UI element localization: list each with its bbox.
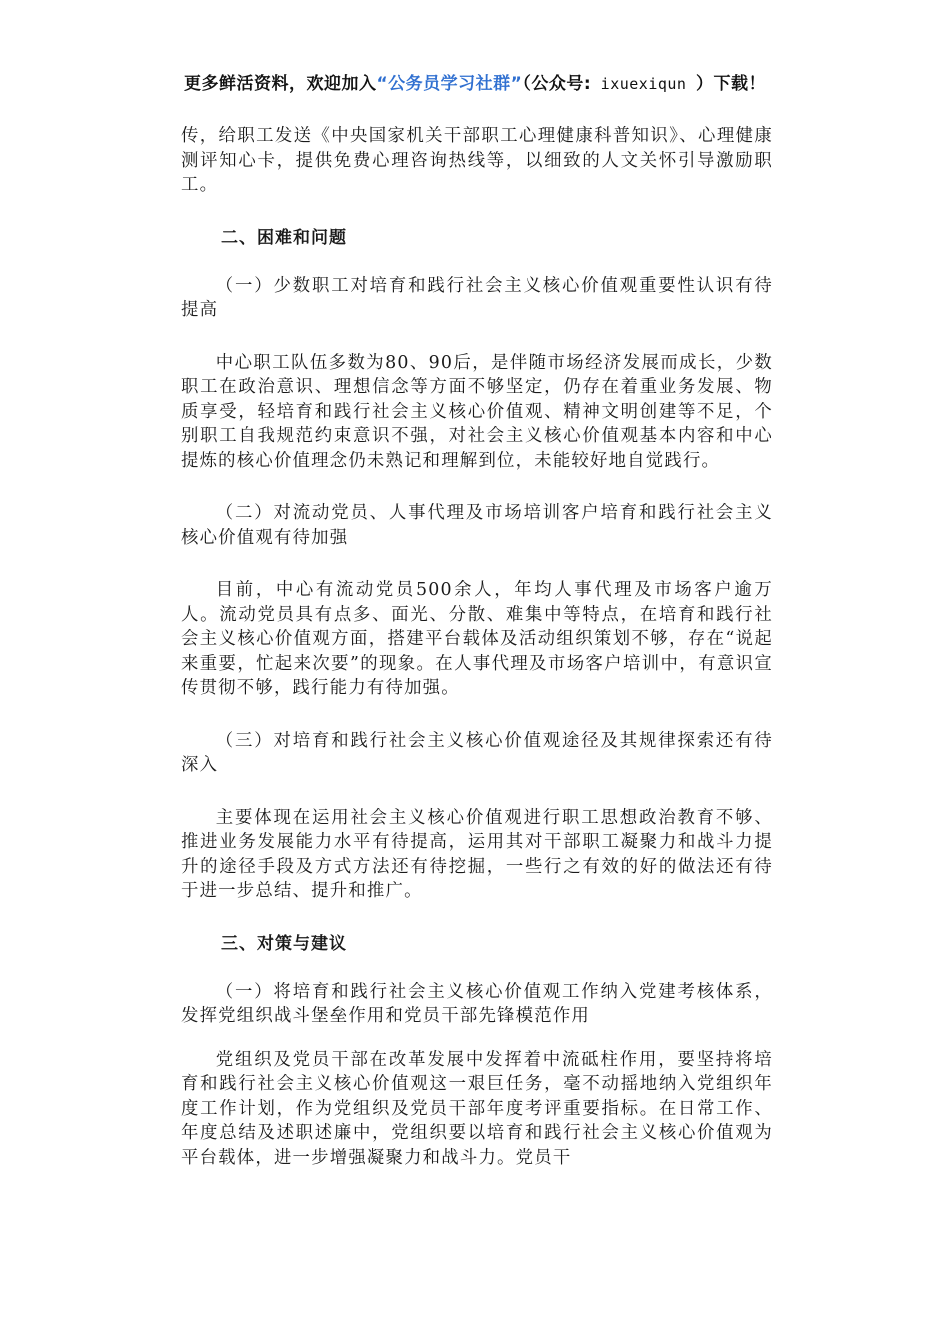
paragraph-countermeasure-1: 党组织及党员干部在改革发展中发挥着中流砥柱作用，要坚持将培育和践行社会主义核心价值观这一艰巨任务，毫不动摇地纳入党组织年度工作计划，作为党组织及党员干部年度考评重要指标。在日常工作、年度总结及述职述廉中，党组织要以培育和践行社会主义核心价值观为平台载体，进一步增强凝聚力和战斗力。党员干 [181, 1049, 773, 1168]
paragraph-difficulty-2: 目前，中心有流动党员500余人，年均人事代理及市场客户逾万人。流动党员具有点多、面光、分散、难集中等特点，在培育和践行社会主义核心价值观方面，搭建平台载体及活动组织策划不够，存在“说起来重要，忙起来次要”的现象。在人事代理及市场客户培训中，有意识宣传贯彻不够，践行能力有待加强。 [181, 580, 773, 698]
subheading-countermeasure-1: （一）将培育和践行社会主义核心价值观工作纳入党建考核体系，发挥党组织战斗堡垒作用和党员干部先锋模范作用 [181, 981, 773, 1026]
promo-banner-prefix: 更多鲜活资料，欢迎加入 [183, 74, 377, 94]
promo-banner [0, 69, 950, 94]
section-heading-countermeasures: 三、对策与建议 [221, 933, 347, 954]
paragraph-intro-continuation: 传，给职工发送《中央国家机关干部职工心理健康科普知识》、心理健康测评知心卡，提供免费心理咨询热线等，以细致的人文关怀引导激励职工。 [181, 126, 773, 195]
paragraph-difficulty-3: 主要体现在运用社会主义核心价值观进行职工思想政治教育不够、推进业务发展能力水平有待提高，运用其对干部职工凝聚力和战斗力提升的途径手段及方式方法还有待挖掘，一些行之有效的好的做法还有待于进一步总结、提升和推广。 [181, 807, 773, 901]
subheading-difficulty-3: （三）对培育和践行社会主义核心价值观途径及其规律探索还有待深入 [181, 730, 773, 775]
promo-banner-group-name: “公务员学习社群” [376, 74, 523, 94]
subheading-difficulty-2: （二）对流动党员、人事代理及市场培训客户培育和践行社会主义核心价值观有待加强 [181, 503, 773, 548]
subheading-difficulty-1: （一）少数职工对培育和践行社会主义核心价值观重要性认识有待提高 [181, 275, 773, 320]
promo-banner-suffix: ）下载！ [696, 74, 766, 94]
promo-banner-account: ixuexiqun [591, 75, 696, 93]
document-body [181, 124, 773, 1170]
paragraph-difficulty-1: 中心职工队伍多数为80、90后，是伴随市场经济发展而成长，少数职工在政治意识、理想信念等方面不够坚定，仍存在着重业务发展、物质享受，轻培育和践行社会主义核心价值观、精神文明创建等不足，个别职工自我规范约束意识不强，对社会主义核心价值观基本内容和中心提炼的核心价值理念仍未熟记和理解到位，未能较好地自觉践行。 [181, 352, 773, 471]
promo-banner-middle: （公众号: [522, 74, 592, 94]
section-heading-difficulties: 二、困难和问题 [221, 227, 347, 248]
